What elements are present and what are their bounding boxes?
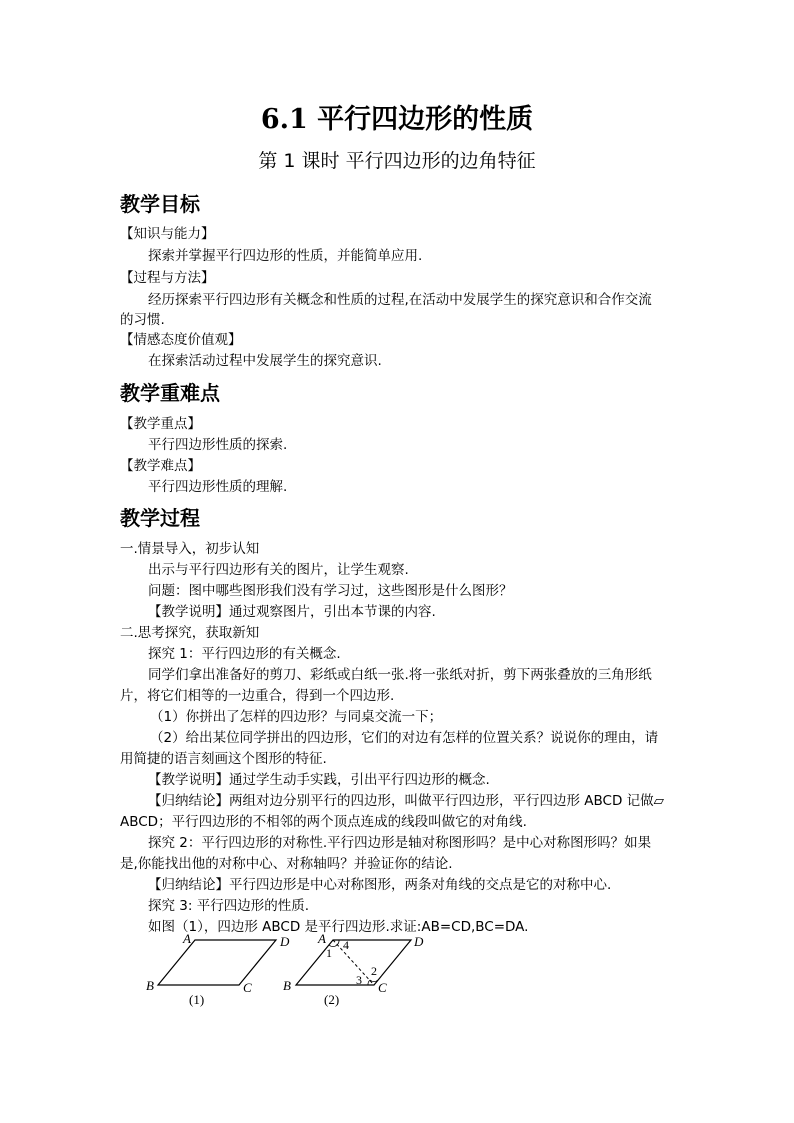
text-emotion: 在探索活动过程中发展学生的探究意识. [148,353,382,369]
heading-key-difficult: 教学重难点 [120,381,220,405]
fig1-caption: (1) [189,992,205,1007]
step-2-title: 二.思考探究，获取新知 [120,625,260,641]
step-1-title: 一.情景导入，初步认知 [120,541,260,557]
explore-1-title: 探究 1：平行四边形的有关概念. [148,646,341,662]
fig2-label-a: A [318,931,326,946]
text-process-1: 经历探索平行四边形有关概念和性质的过程,在活动中发展学生的探究意识和合作交流 [148,292,652,308]
page-subtitle: 第 1 课时 平行四边形的边角特征 [258,150,536,172]
fig2-angle-4: 4 [343,938,349,952]
question-2-line-2: 用简捷的语言刻画这个图形的特征. [120,751,327,767]
figure-1 [146,931,290,1007]
label-key-point: 【教学重点】 [120,416,201,432]
explore-3-text: 如图（1），四边形 ABCD 是平行四边形.求证:AB=CD,BC=DA. [148,919,529,935]
fig2-angle-1: 1 [326,946,332,960]
fig1-label-c: C [243,980,252,995]
fig1-label-a: A [183,931,191,946]
fig2-angle-3: 3 [356,973,362,987]
text-key-point: 平行四边形性质的探索. [148,437,288,453]
text-difficult-point: 平行四边形性质的理解. [148,479,288,495]
text-process-2: 的习惯. [120,312,165,328]
label-emotion: 【情感态度价值观】 [120,332,242,348]
fig2-label-d: D [414,934,424,949]
angle-arc-4 [337,940,339,945]
fig2-label-b: B [283,978,291,993]
fig2-angle-2: 2 [371,964,377,978]
page-title: 6.1 平行四边形的性质 [260,104,534,135]
step-1-question: 问题：图中哪些图形我们没有学习过，这些图形是什么图形？ [148,583,513,599]
explore-1-text-1: 同学们拿出准备好的剪刀、彩纸或白纸一张.将一张纸对折，剪下两张叠放的三角形纸 [148,667,652,683]
fig1-label-d: D [280,934,290,949]
parallelogram-symbol: ▱ [653,793,665,809]
teaching-note-1: 【教学说明】通过学生动手实践，引出平行四边形的概念. [148,772,490,788]
angle-arc-3 [368,980,370,985]
step-1-text-a: 出示与平行四边形有关的图片，让学生观察. [148,562,409,578]
explore-3-title: 探究 3: 平行四边形的性质. [148,898,310,914]
conclusion-1-line-2: ABCD；平行四边形的不相邻的两个顶点连成的线段叫做它的对角线. [120,814,527,830]
label-difficult-point: 【教学难点】 [120,458,201,474]
step-1-note: 【教学说明】通过观察图片，引出本节课的内容. [148,604,436,620]
explore-1-text-2: 片，将它们相等的一边重合，得到一个四边形. [120,688,395,704]
question-1: （1）你拼出了怎样的四边形？与同桌交流一下； [150,709,443,725]
explore-2-line-1: 探究 2：平行四边形的对称性.平行四边形是轴对称图形吗？是中心对称图形吗？如果 [148,835,652,851]
conclusion-1-text: 【归纳结论】两组对边分别平行的四边形，叫做平行四边形，平行四边形 ABCD 记做 [148,793,654,809]
parallelogram-abcd-1 [158,940,276,985]
explore-2-line-2: 是,你能找出他的对称中心、对称轴吗？并验证你的结论. [120,856,453,872]
figure-2 [283,931,424,1007]
fig2-caption: (2) [324,992,340,1007]
diagonal-ac [333,940,374,985]
label-process: 【过程与方法】 [120,270,215,286]
question-2-line-1: （2）给出某位同学拼出的四边形，它们的对边有怎样的位置关系？说说你的理由，请 [150,730,659,746]
fig1-label-b: B [146,978,154,993]
heading-teaching-process: 教学过程 [120,506,200,530]
text-knowledge: 探索并掌握平行四边形的性质，并能简单应用. [148,248,423,264]
heading-teaching-goals: 教学目标 [120,192,200,216]
conclusion-2: 【归纳结论】平行四边形是中心对称图形，两条对角线的交点是它的对称中心. [148,877,612,893]
label-knowledge: 【知识与能力】 [120,226,215,242]
fig2-label-c: C [378,980,387,995]
